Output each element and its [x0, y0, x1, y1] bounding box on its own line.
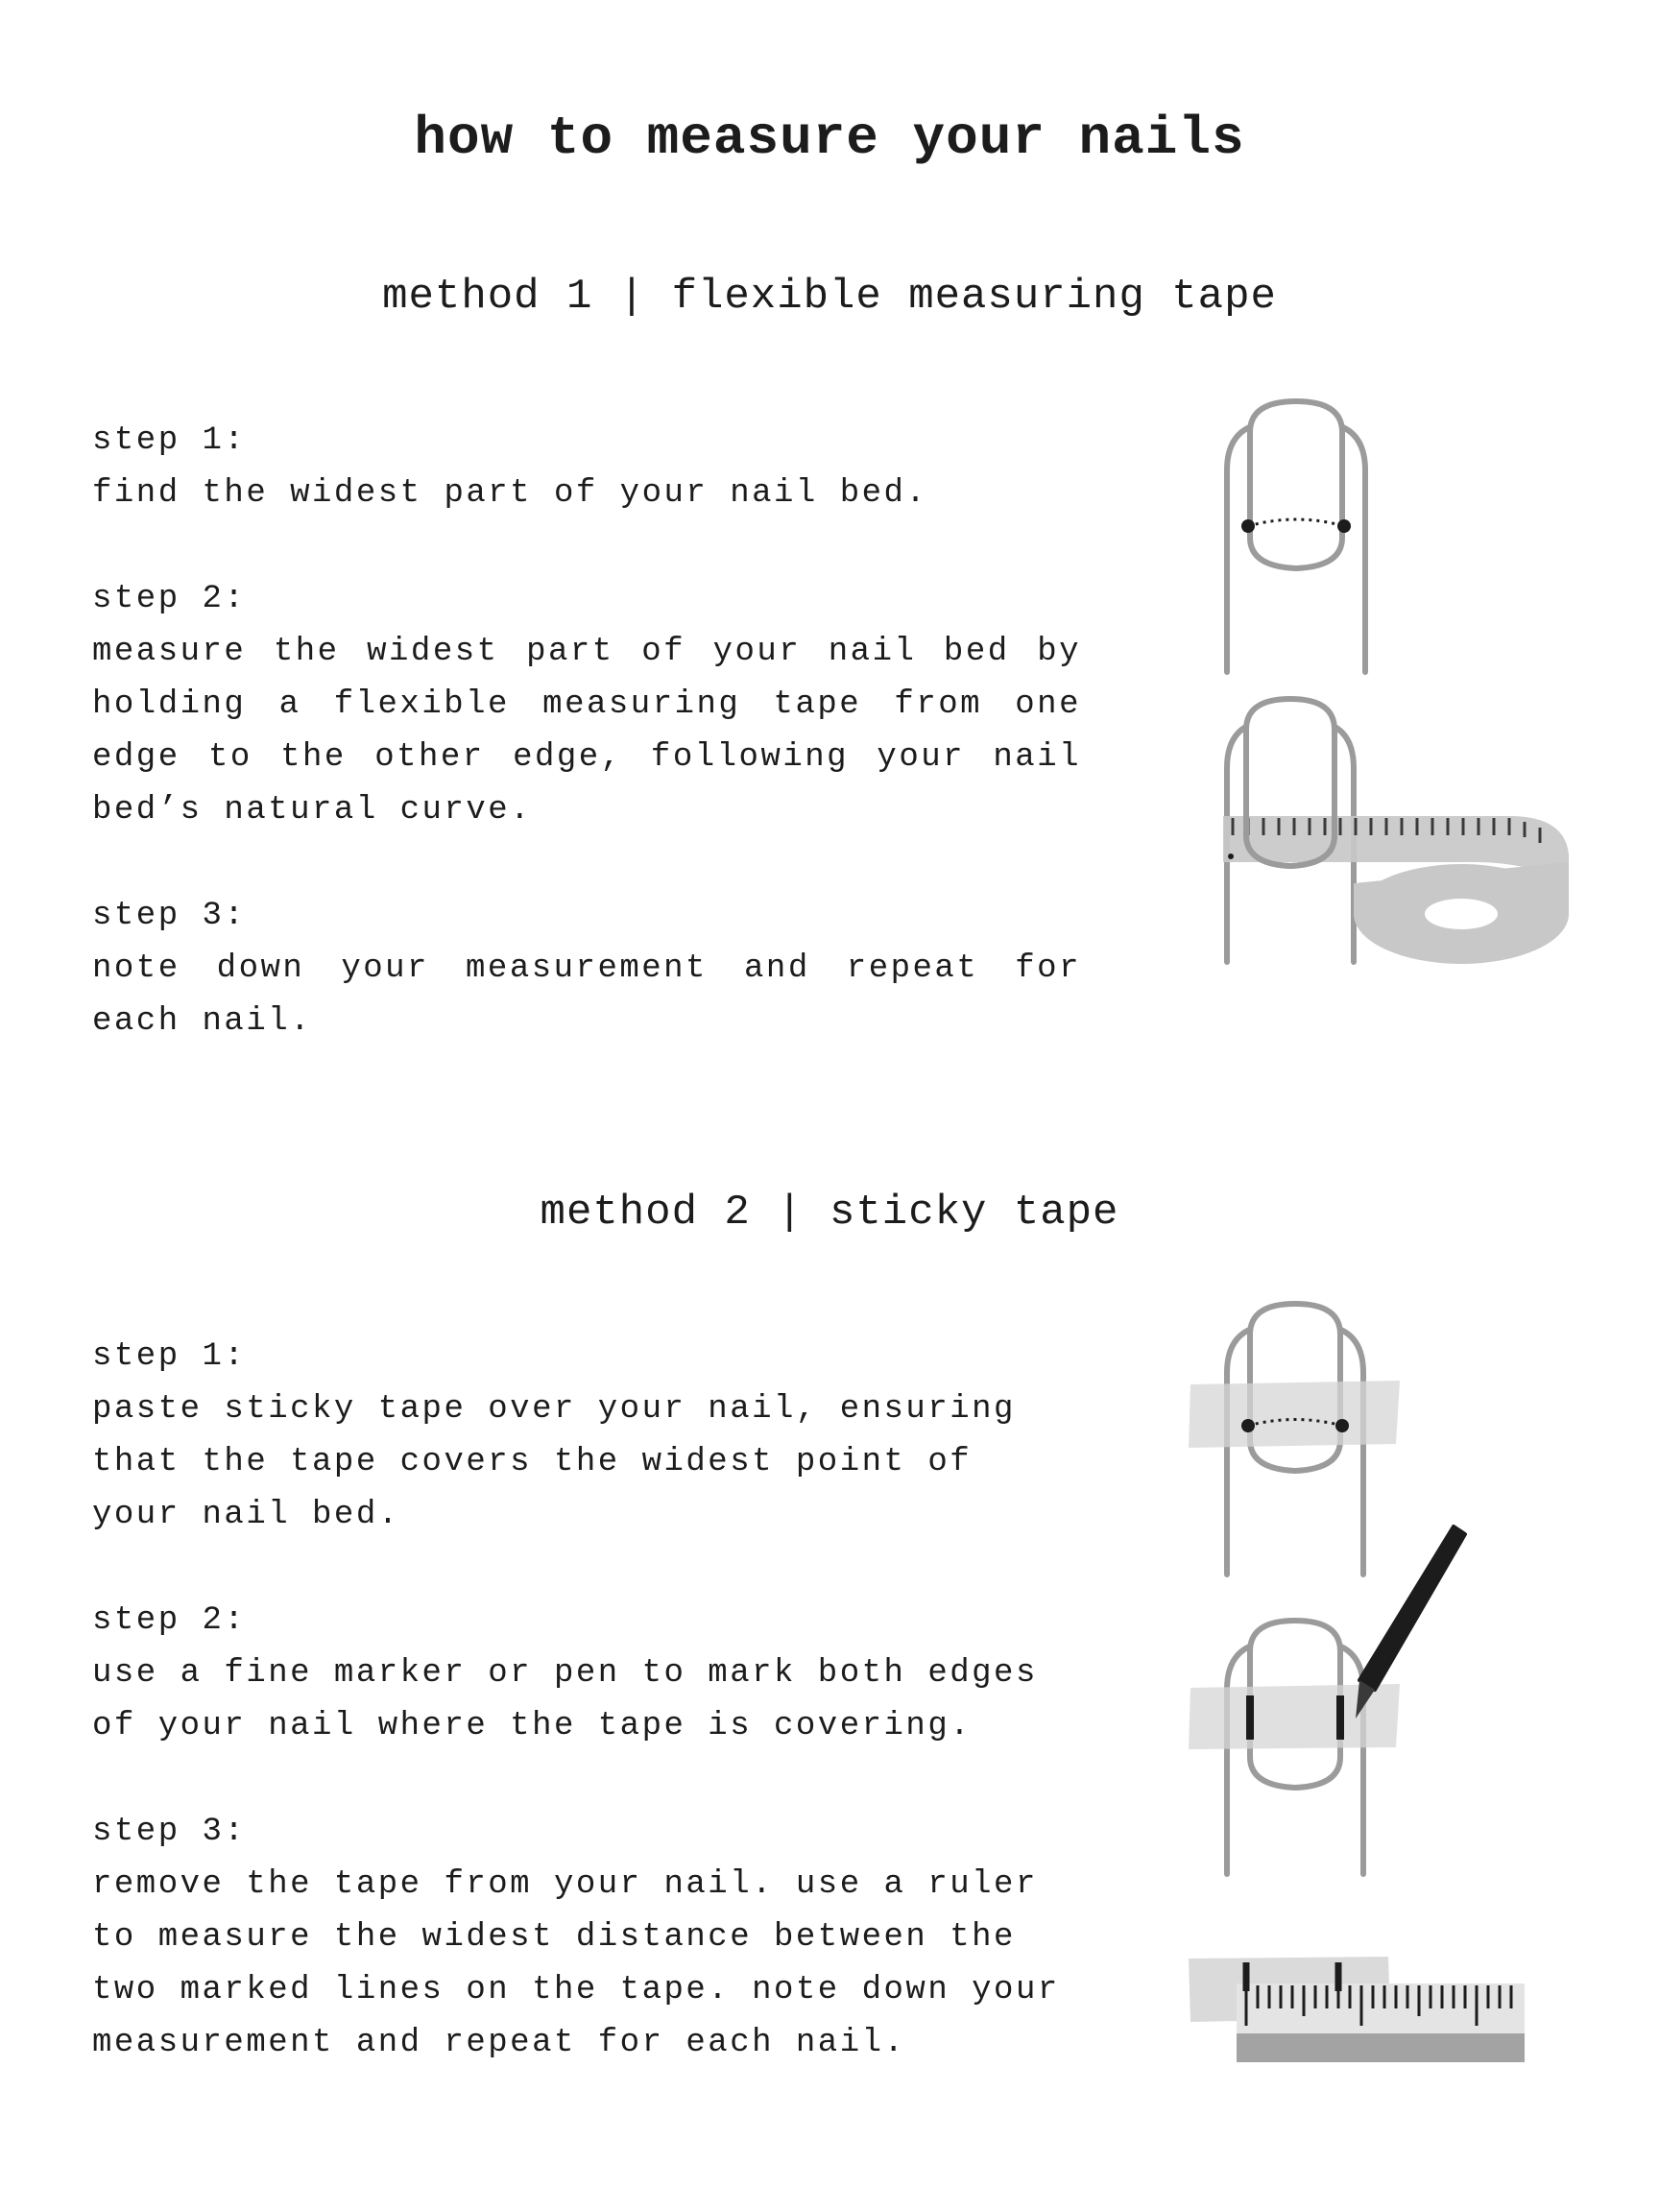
step-text: find the widest part of your nail bed. [92, 475, 928, 512]
finger-widest-point-illustration [1210, 394, 1382, 682]
method-2-steps [92, 1331, 1081, 2123]
step-label: step 1: [92, 422, 247, 459]
step-label: step 2: [92, 581, 247, 617]
page-title: how to measure your nails [414, 108, 1245, 169]
measuring-tape-illustration [1210, 691, 1575, 970]
method-1-step-2 [92, 573, 1081, 837]
method-2-step-1 [92, 1331, 1081, 1542]
method-2-step-3 [92, 1806, 1081, 2070]
method-2-heading: method 2 | sticky tape [540, 1189, 1119, 1237]
method-1-heading: method 1 | flexible measuring tape [382, 273, 1277, 321]
step-text: note down your measurement and repeat for each nail. [92, 950, 1081, 1040]
method-1-steps [92, 415, 1081, 1101]
pen-icon [1356, 1527, 1465, 1719]
ruler-illustration [1187, 1949, 1532, 2083]
method-1-step-3 [92, 890, 1081, 1048]
method-2-step-2 [92, 1595, 1081, 1753]
step-text: remove the tape from your nail. use a ruler to measure the widest distance between the two marked lines on the tape. note down your measurement and repeat for each nail. [92, 1866, 1060, 2061]
pen-marking-illustration [1187, 1517, 1475, 1882]
step-text: paste sticky tape over your nail, ensuring that the tape covers the widest point of your nail bed. [92, 1391, 1016, 1533]
step-text: use a fine marker or pen to mark both edges of your nail where the tape is covering. [92, 1655, 1038, 1744]
step-text: measure the widest part of your nail bed by holding a flexible measuring tape from one edge to the other edge, following your nail bed’s natural curve. [92, 634, 1081, 829]
step-label: step 1: [92, 1338, 247, 1375]
step-label: step 2: [92, 1602, 247, 1639]
step-label: step 3: [92, 1814, 247, 1850]
method-1-step-1 [92, 415, 1081, 520]
step-label: step 3: [92, 898, 247, 934]
